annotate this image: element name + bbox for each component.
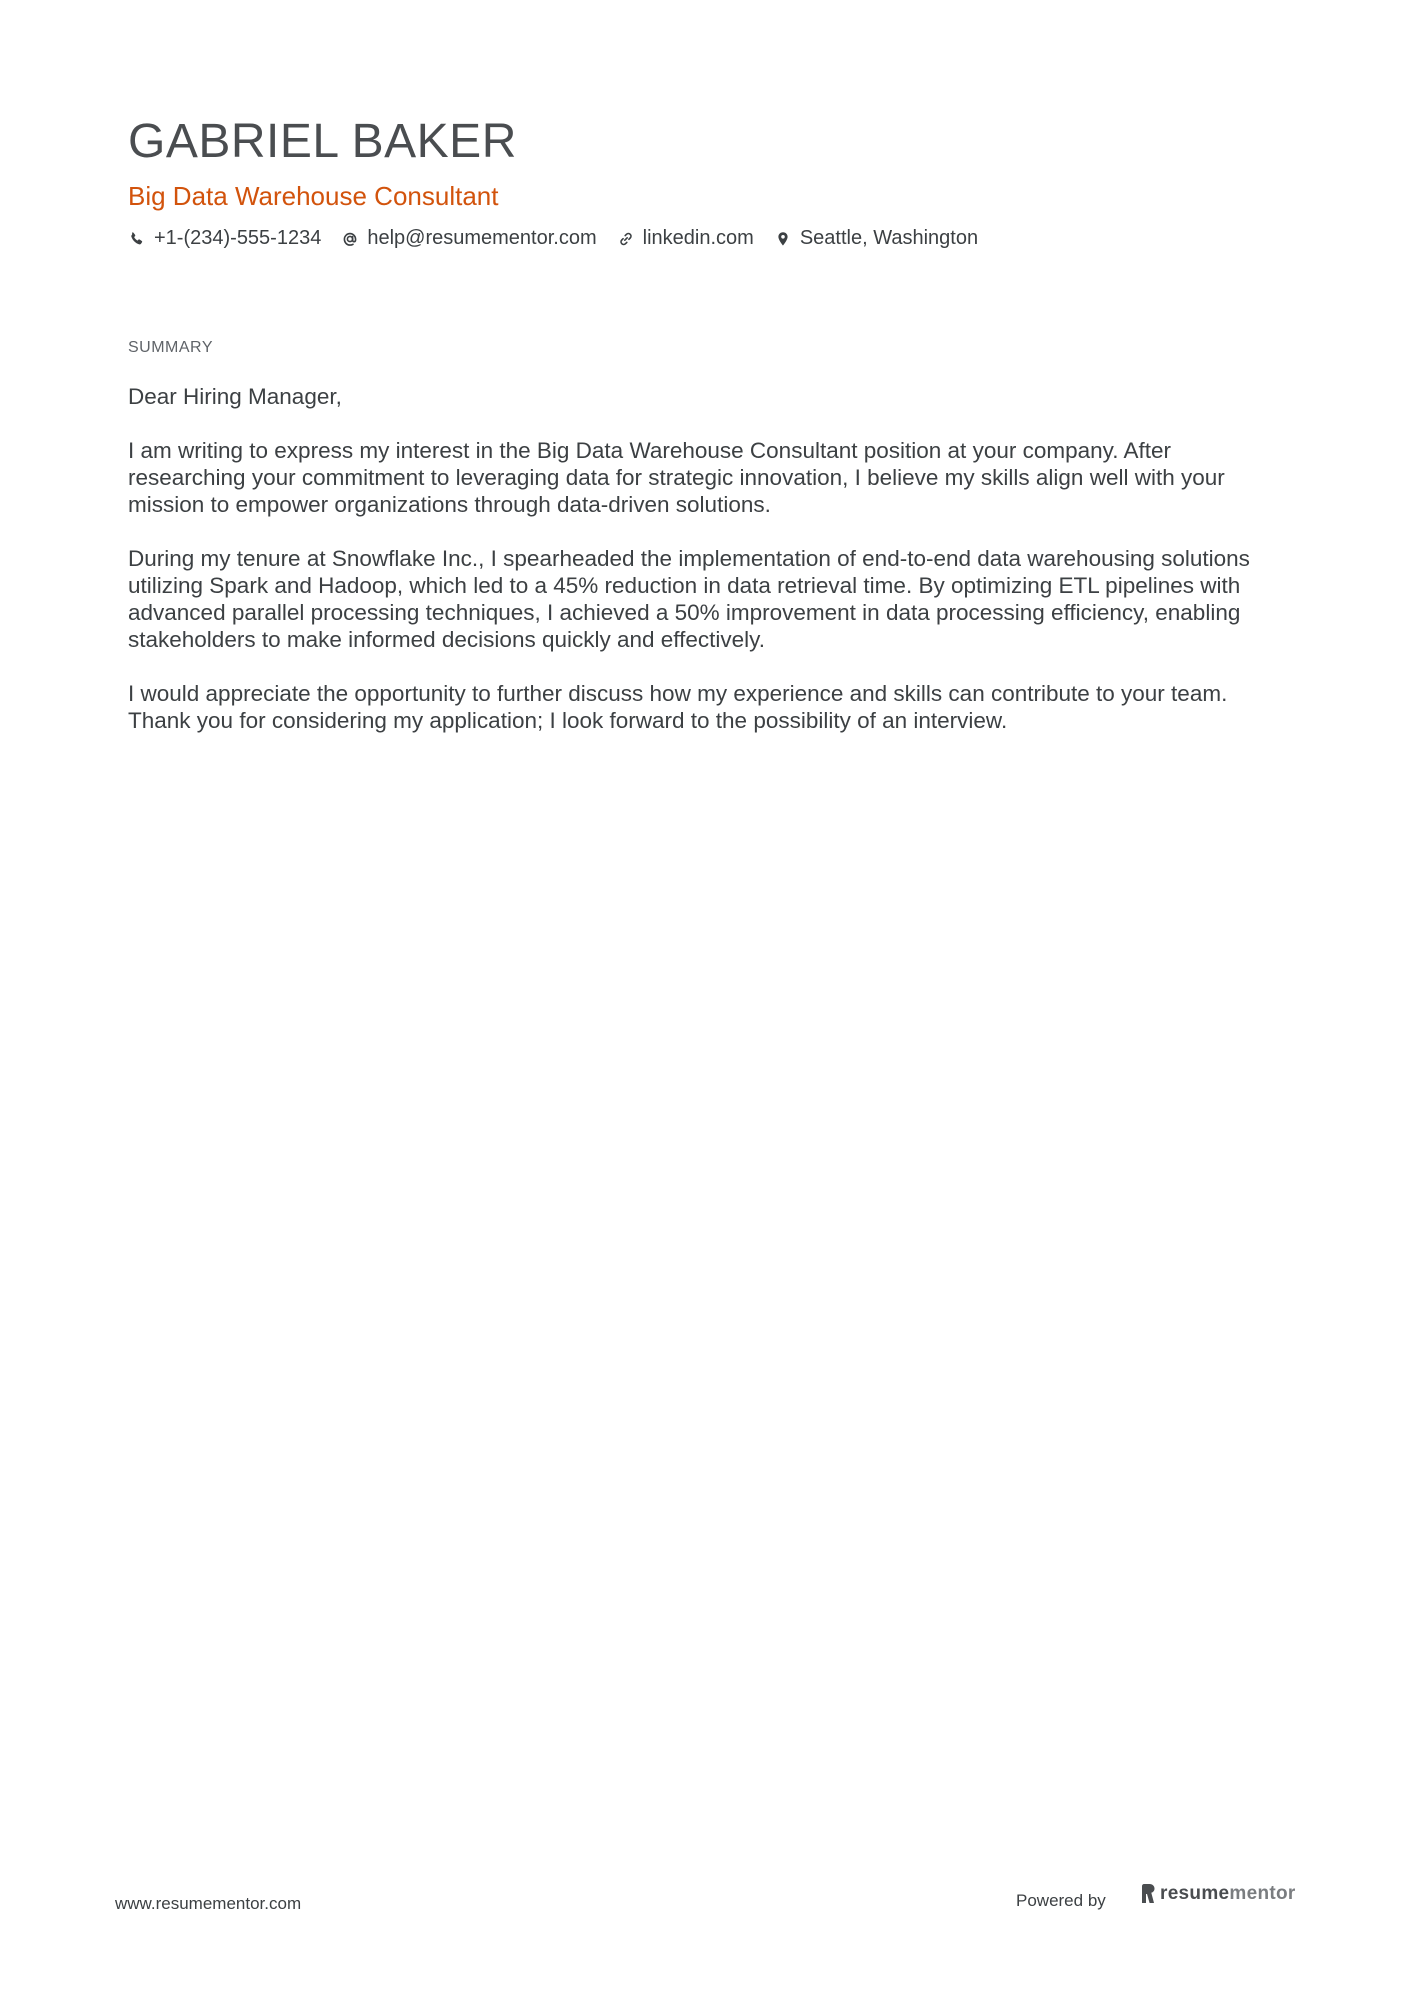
contact-location-text: Seattle, Washington — [799, 227, 979, 249]
contact-email[interactable] — [341, 227, 596, 250]
candidate-name: GABRIEL BAKER — [128, 115, 517, 168]
letter-paragraph: I would appreciate the opportunity to further discuss how my experience and skills can contribute to your team. Thank you for considering my application; I look forward to the possibility of an interview. — [128, 681, 1228, 733]
letter-paragraph: I am writing to express my interest in the Big Data Warehouse Consultant position at your company. After researching your commitment to leveraging data for strategic innovation, I believe my skills align well with your mission to empower organizations through data-driven solutions. — [128, 438, 1225, 517]
location-pin-icon — [774, 230, 792, 248]
resumementor-logo-text — [1160, 1883, 1296, 1905]
link-icon — [617, 230, 635, 248]
contact-email-text: help@resumementor.com — [367, 227, 597, 249]
contact-phone — [128, 227, 321, 250]
at-icon — [341, 230, 359, 248]
letter-paragraph: During my tenure at Snowflake Inc., I spearheaded the implementation of end-to-end data warehousing solutions utilizing Spark and Hadoop, which led to a 45% reduction in data retrieval time. By optimizing ETL pipelines with advanced parallel processing techniques, I achieved a 50% improvement in data processing efficiency, enabling stakeholders to make informed decisions quickly and effectively. — [128, 546, 1250, 652]
logo-text-bold: resume — [1160, 1883, 1230, 1904]
job-title: Big Data Warehouse Consultant — [128, 181, 499, 211]
letter-salutation: Dear Hiring Manager, — [128, 384, 342, 409]
section-label-summary: SUMMARY — [128, 339, 213, 356]
contact-location — [774, 227, 978, 250]
contact-linkedin[interactable] — [617, 227, 754, 250]
footer-powered-by: Powered by — [1016, 1891, 1106, 1910]
footer-website-link[interactable]: www.resumementor.com — [115, 1894, 302, 1913]
contact-phone-text: +1-(234)-555-1234 — [154, 227, 322, 249]
resumementor-logo[interactable] — [1140, 1883, 1296, 1905]
contact-linkedin-text: linkedin.com — [642, 227, 754, 249]
resumementor-logo-icon — [1140, 1883, 1156, 1905]
logo-text-light: mentor — [1229, 1883, 1296, 1904]
phone-icon — [128, 230, 146, 248]
contact-bar — [128, 227, 998, 250]
letter-body — [128, 383, 1288, 761]
